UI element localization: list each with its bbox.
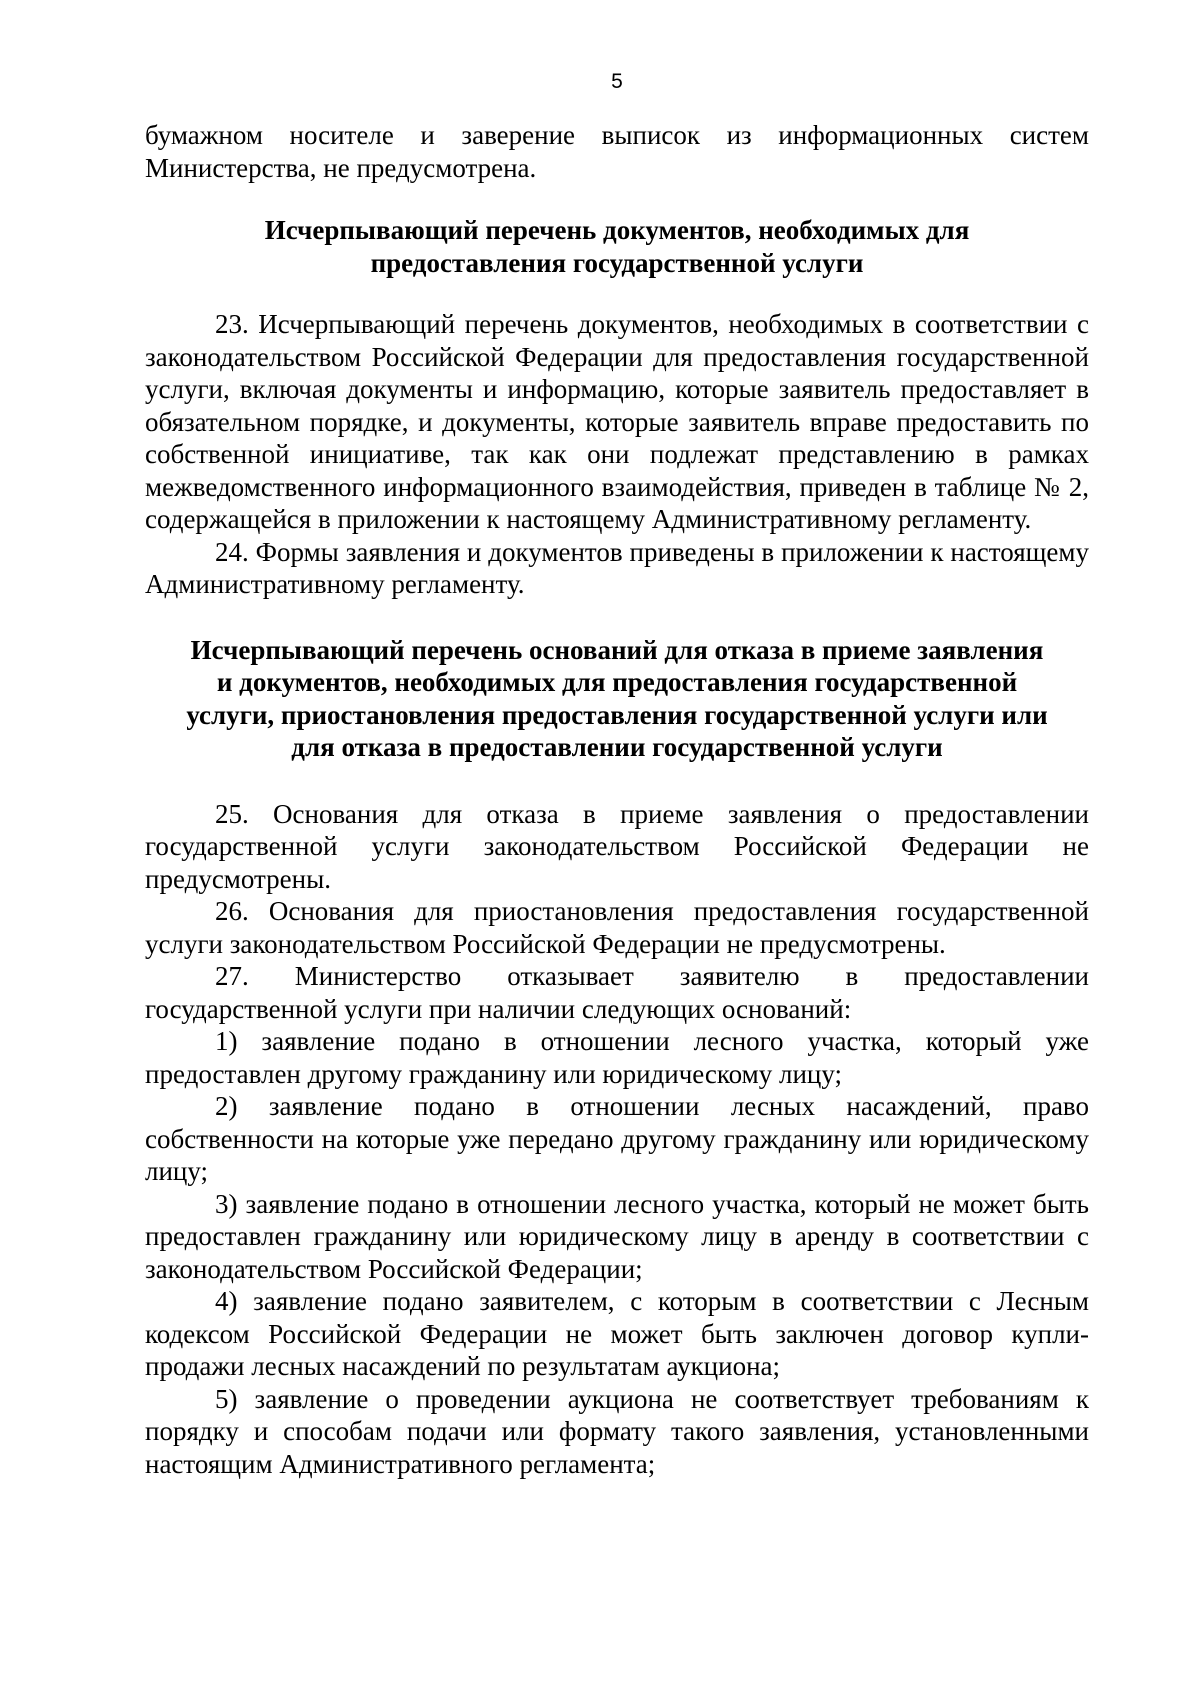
heading-line: предоставления государственной услуги [370,247,864,278]
heading-line: услуги, приостановления предоставления государственной услуги или [186,699,1048,730]
list-item-3: 3) заявление подано в отношении лесного участка, который не может быть предоставлен гражданину или юридическому лицу в аренду в соответствии с законодательством Российской Федерации; [145,1188,1089,1284]
document-body [145,119,1089,1480]
paragraph-24: 24. Формы заявления и документов приведены в приложении к настоящему Административному регламенту. [145,536,1089,599]
list-item-1: 1) заявление подано в отношении лесного участка, который уже предоставлен другому гражданину или юридическому лицу; [145,1026,1089,1089]
paragraph-25: 25. Основания для отказа в приеме заявления о предоставлении государственной услуги законодательством Российской Федерации не предусмотрены. [145,798,1089,894]
section-heading-documents [145,214,1089,279]
section-heading-refusal [145,634,1089,764]
paragraph-26: 26. Основания для приостановления предоставления государственной услуги законодательством Российской Федерации не предусмотрены. [145,896,1089,959]
continuation-paragraph: бумажном носителе и заверение выписок из информационных систем Министерства, не предусмотрена. [145,120,1089,183]
heading-line: и документов, необходимых для предоставления государственной [216,667,1018,697]
heading-line: Исчерпывающий перечень оснований для отказа в приеме заявления [190,634,1044,665]
list-item-4: 4) заявление подано заявителем, с которым в соответствии с Лесным кодексом Российской Федерации не может быть заключен договор купли-продажи лесных насаждений по результатам аукциона; [145,1286,1089,1381]
list-item-5: 5) заявление о проведении аукциона не соответствует требованиям к порядку и способам подачи или формату такого заявления, установленными настоящим Административного регламента; [145,1383,1089,1479]
page-number: 5 [611,70,623,93]
heading-line: для отказа в предоставлении государственной услуги [291,732,943,762]
heading-line: Исчерпывающий перечень документов, необходимых для [264,215,970,245]
paragraph-23: 23. Исчерпывающий перечень документов, необходимых в соответствии с законодательством Российской Федерации для предоставления государственной услуги, включая документы и информацию, которые заявитель предоставляет в обязательном порядке, и документы, которые заявитель вправе предоставить по собственной инициативе, так как они подлежат представлению в рамках межведомственного информационного взаимодействия, приведен в таблице № 2, содержащейся в приложении к настоящему Административному регламенту. [145,309,1089,534]
paragraph-27: 27. Министерство отказывает заявителю в предоставлении государственной услуги при наличии следующих оснований: [145,961,1089,1024]
list-item-2: 2) заявление подано в отношении лесных насаждений, право собственности на которые уже передано другому гражданину или юридическому лицу; [145,1091,1089,1186]
